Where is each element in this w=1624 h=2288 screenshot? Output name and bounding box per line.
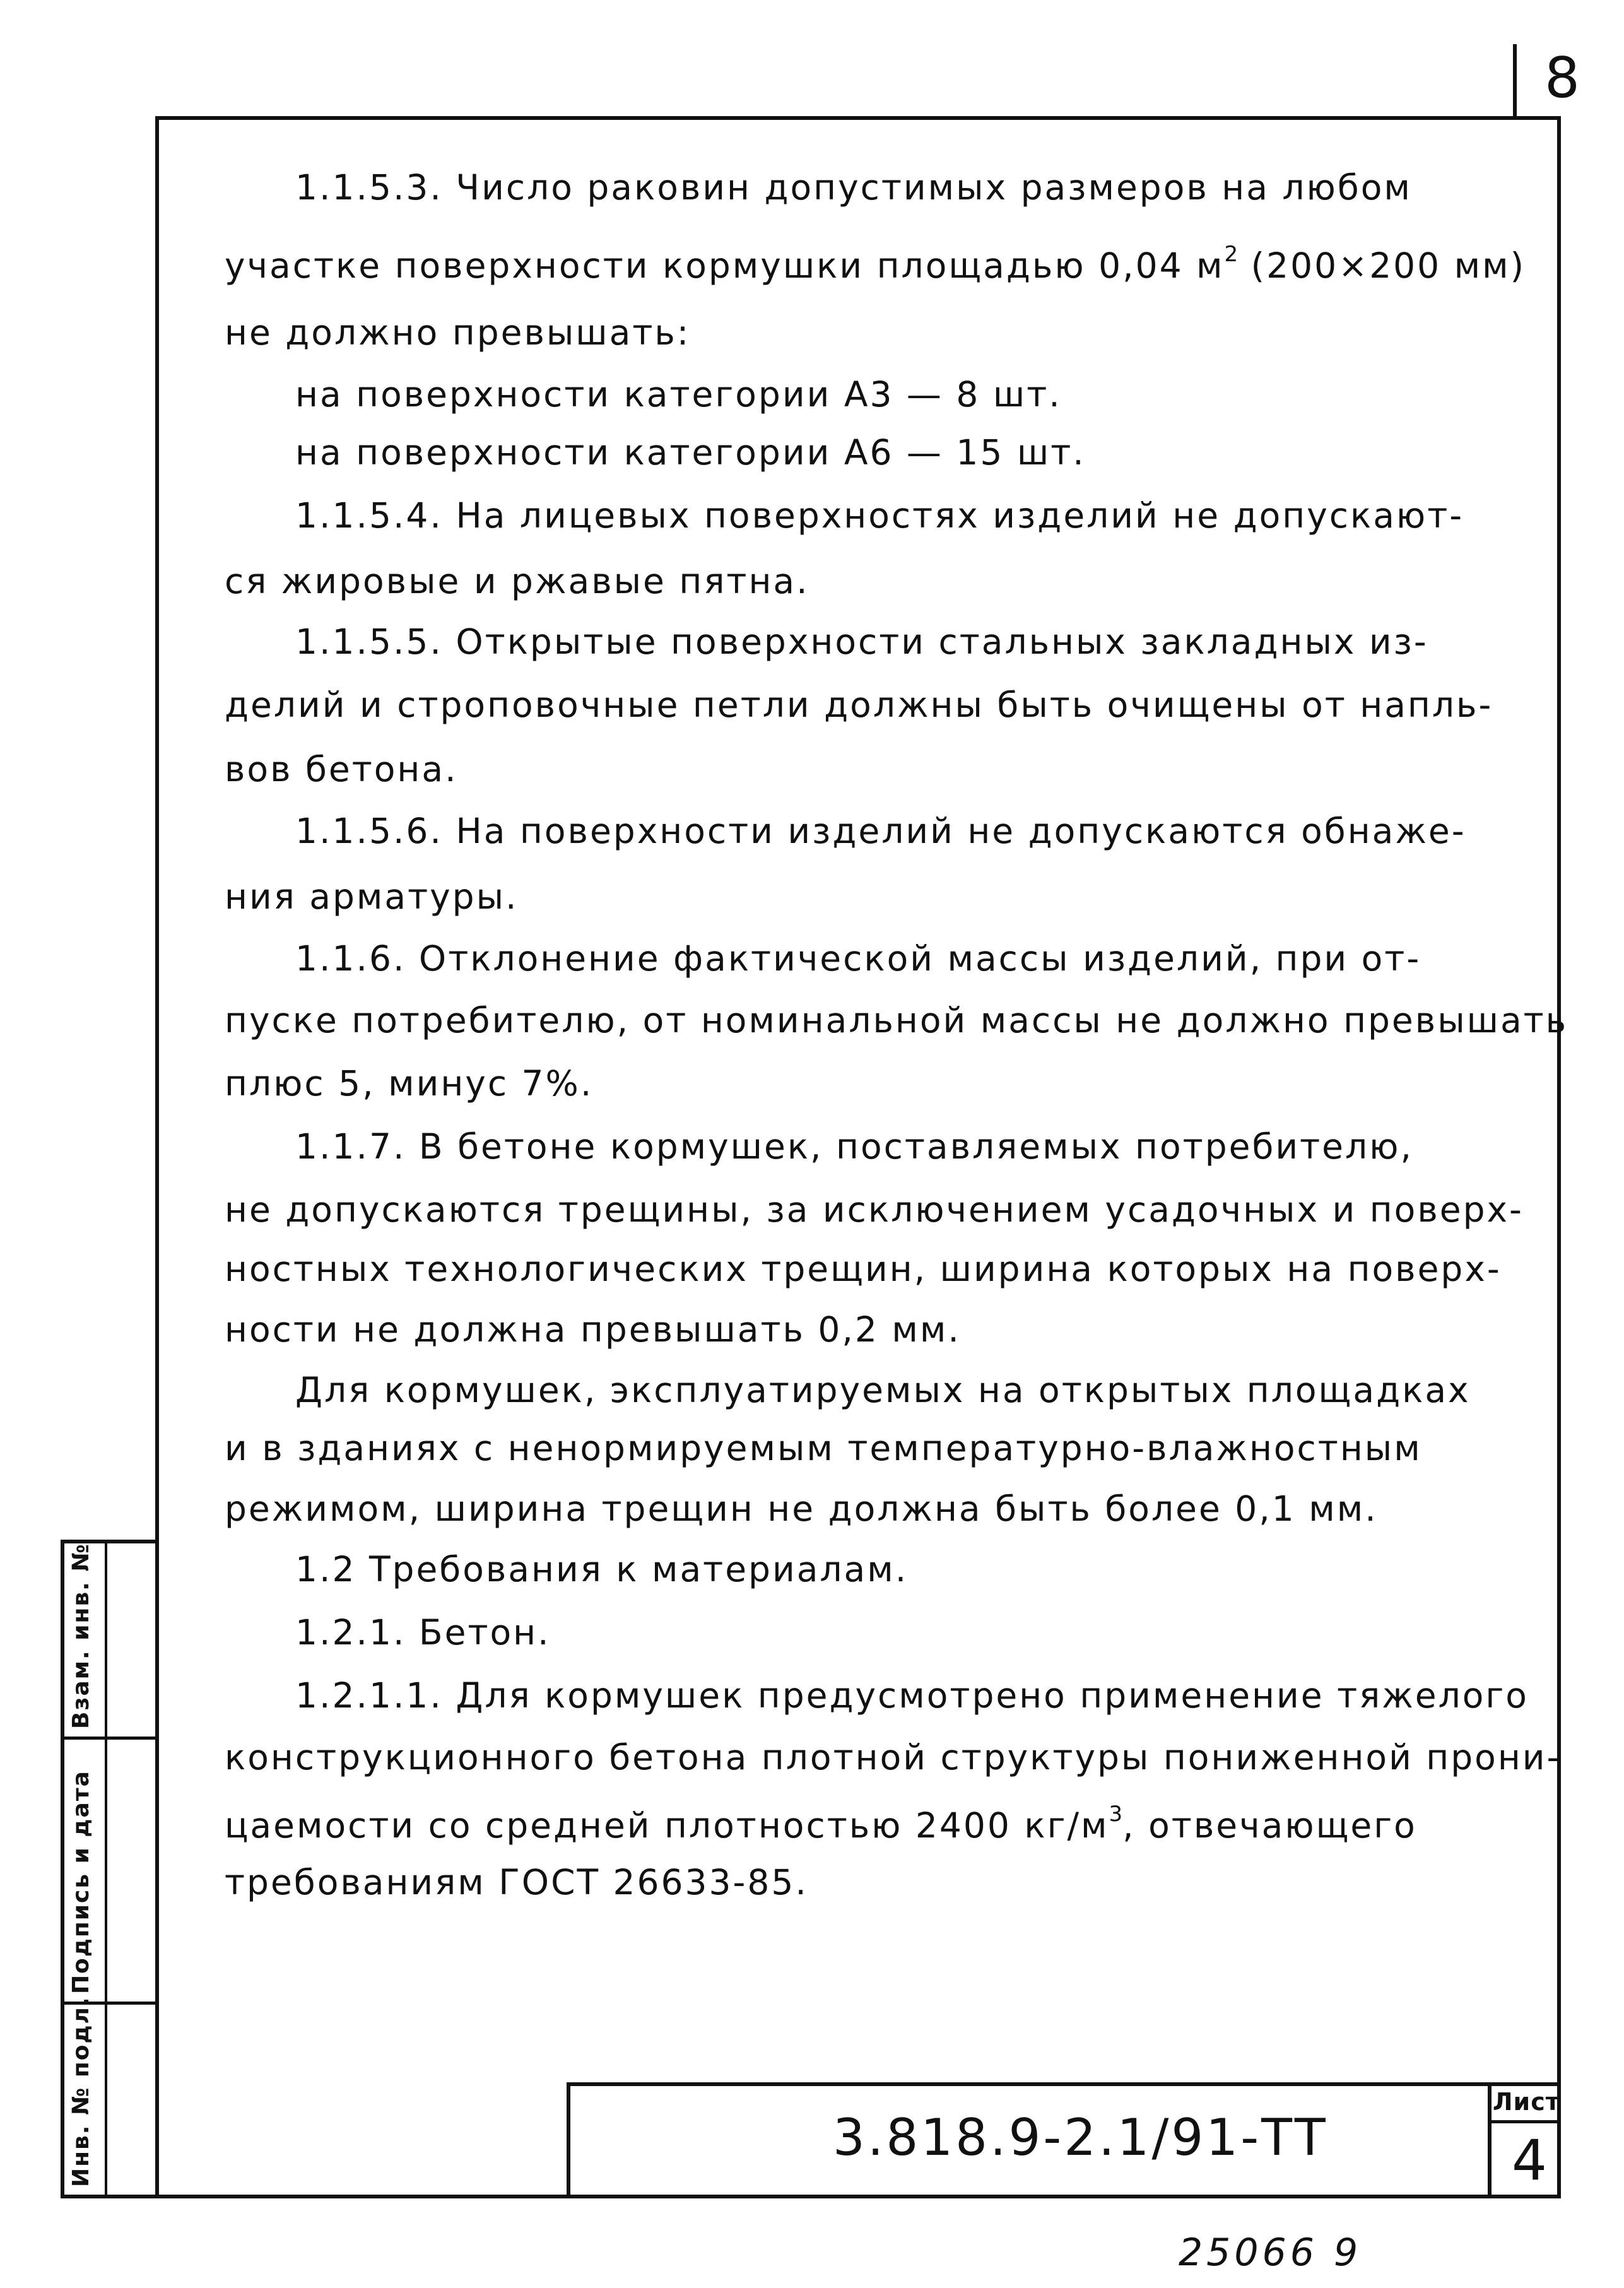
body-line: ся жировые и ржавые пятна. [225,561,809,601]
title-block-sheet-sep [1488,2120,1561,2123]
stamp-field-signature-date: Подпись и дата [68,1770,94,1994]
body-line: ности не должна превышать 0,2 мм. [225,1309,961,1350]
body-line: 1.1.7. В бетоне кормушек, поставляемых потребителю, [295,1126,1413,1167]
sheet-number-divider [1513,44,1517,116]
side-stamp-bottom [61,2195,155,2198]
side-stamp-mid [105,1540,107,2198]
body-line: плюс 5, минус 7%. [225,1063,594,1104]
body-line: пуске потребителю, от номинальной массы не должно превышать [225,1000,1568,1041]
body-line: 1.1.6. Отклонение фактической массы изделий, при от- [295,938,1421,979]
body-line: ностных технологических трещин, ширина которых на поверх- [225,1249,1502,1289]
body-line: ния арматуры. [225,876,519,917]
stamp-field-original-inv: Инв. № подл. [68,1996,94,2187]
body-line: 1.1.5.4. На лицевых поверхностях изделий не допускают- [295,495,1464,536]
body-line: участке поверхности кормушки площадью 0,04 $м^2$ (200×200 мм) [225,242,1526,286]
body-line: 1.2.1.1. Для кормушек предусмотрено применение тяжелого [295,1675,1529,1716]
body-line: требованиям ГОСТ 26633-85. [225,1862,808,1902]
body-line: Для кормушек, эксплуатируемых на открытых площадках [295,1370,1471,1410]
title-block-left [567,2082,570,2198]
sheet-label: Лист [1493,2088,1560,2116]
body-line: делий и строповочные петли должны быть очищены от напль- [225,685,1493,725]
title-block-top [567,2082,1561,2086]
dimension-note: (200×200 мм) [1238,245,1526,286]
body-line: и в зданиях с ненормируемым температурно-влажностным [225,1428,1422,1468]
body-line: на поверхности категории А6 — 15 шт. [295,432,1086,473]
side-stamp-left [61,1540,64,2198]
sheet-value: 4 [1512,2128,1550,2193]
title-block-sheet-divider [1488,2082,1492,2198]
body-line: 1.1.5.5. Открытые поверхности стальных закладных из- [295,622,1428,662]
body-line: вов бетона. [225,749,458,789]
body-line: режимом, ширина трещин не должна быть более 0,1 мм. [225,1489,1378,1529]
document-designation: 3.818.9-2.1/91-ТТ [833,2108,1328,2167]
body-line: не должно превышать: [225,312,691,353]
body-line: не допускаются трещины, за исключением усадочных и поверх- [225,1189,1524,1230]
unit-superscript: 2 [1224,242,1239,267]
side-stamp-sep-1 [61,1737,155,1740]
body-line: конструкционного бетона плотной структуры пониженной прони- [225,1737,1562,1778]
unit-superscript: 3 [1109,1802,1123,1827]
body-line: 1.2.1. Бетон. [295,1612,551,1653]
body-line: на поверхности категории А3 — 8 шт. [295,374,1062,415]
footer-handwritten-number: 25066 9 [1179,2231,1362,2275]
body-line: цаемости со средней плотностью 2400 $кг/м^3$, отвечающего [225,1802,1417,1846]
line-continuation: , отвечающего [1122,1805,1417,1846]
sheet-number-top: 8 [1545,45,1582,110]
stamp-field-exchange-inv: Взам. инв. № [68,1543,94,1729]
body-line: 1.1.5.3. Число раковин допустимых размеров на любом [295,167,1412,208]
body-line: 1.1.5.6. На поверхности изделий не допускаются обнаже- [295,811,1466,851]
body-line: 1.2 Требования к материалам. [295,1549,909,1589]
